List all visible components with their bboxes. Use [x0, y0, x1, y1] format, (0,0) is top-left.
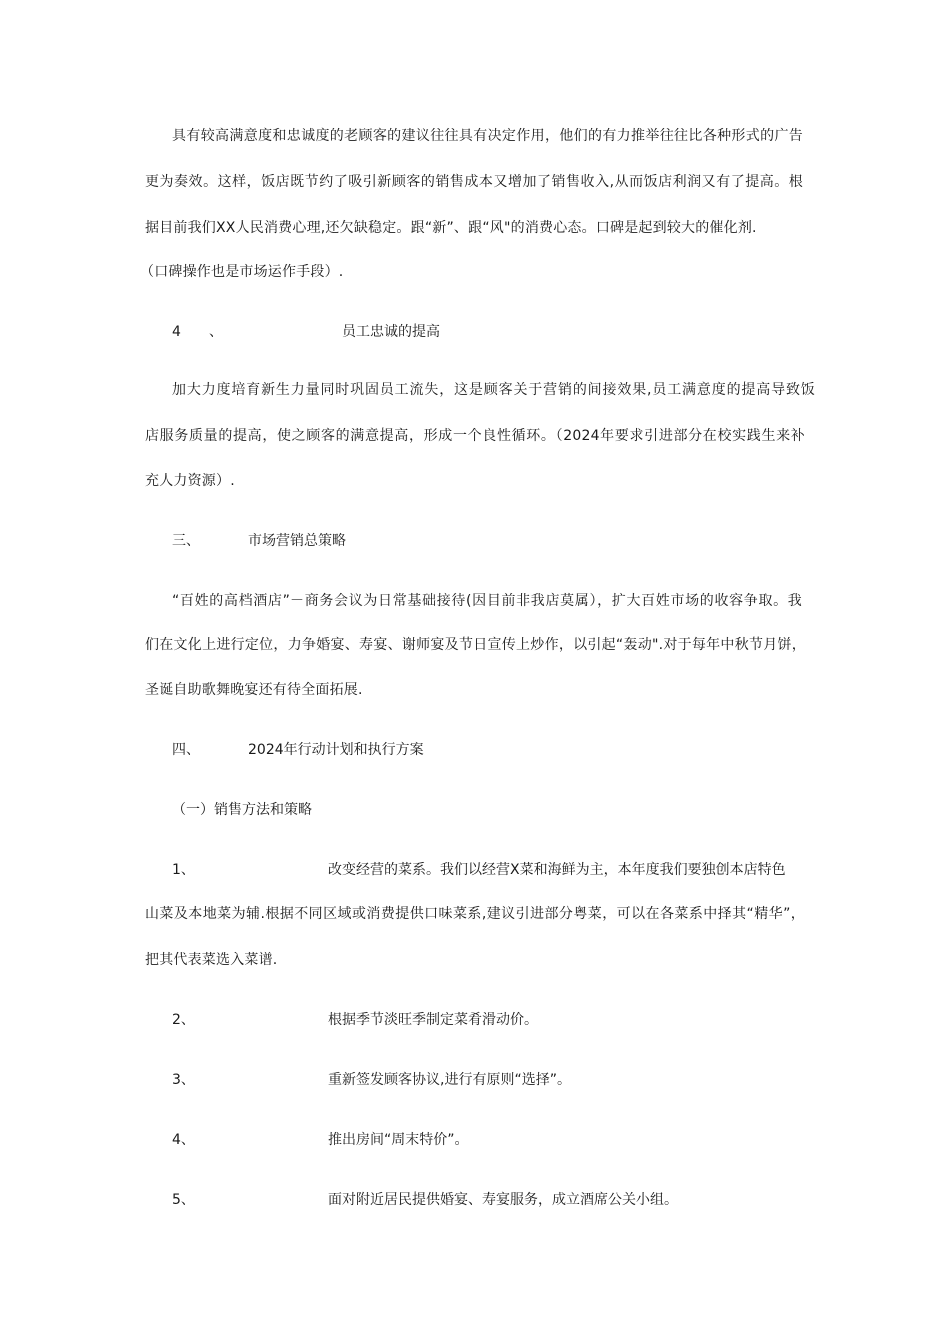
list-item-number: 5、 — [172, 1192, 195, 1208]
paragraph-line: “百姓的高档酒店”－商务会议为日常基础接待(因目前非我店莫属），扩大百姓市场的收容争取。我 — [172, 593, 802, 609]
paragraph-line: 店服务质量的提高，使之顾客的满意提高，形成一个良性循环。（2024年要求引进部分在校实践生来补 — [145, 428, 805, 444]
list-item-number: 1、 — [172, 862, 195, 878]
list-item-number: 4、 — [172, 1132, 195, 1148]
list-item-text: 改变经营的菜系。我们以经营X菜和海鲜为主，本年度我们要独创本店特色 — [328, 862, 786, 878]
list-item-text: 推出房间“周末特价”。 — [328, 1132, 469, 1148]
list-item-text: 面对附近居民提供婚宴、寿宴服务，成立酒席公关小组。 — [328, 1192, 678, 1208]
section-title: 市场营销总策略 — [248, 533, 346, 549]
paragraph-line: 加大力度培育新生力量同时巩固员工流失，这是顾客关于营销的间接效果,员工满意度的提高导致饭 — [172, 382, 815, 398]
list-item-text: 根据季节淡旺季制定菜肴滑动价。 — [328, 1012, 538, 1028]
section-number: 三、 — [172, 533, 200, 549]
list-item-text: 把其代表菜选入菜谱. — [145, 952, 278, 968]
list-item-number: 3、 — [172, 1072, 195, 1088]
list-item-number: 2、 — [172, 1012, 195, 1028]
heading-title: 员工忠诚的提高 — [342, 324, 440, 340]
heading-separator: 、 — [209, 324, 223, 340]
section-number: 四、 — [172, 742, 200, 758]
paragraph-line: 圣诞自助歌舞晚宴还有待全面拓展. — [145, 682, 363, 698]
paragraph-line: 据目前我们XX人民消费心理,还欠缺稳定。跟“新”、跟“风"的消费心态。口碑是起到较大的催化剂. — [145, 220, 757, 236]
paragraph-line: （口碑操作也是市场运作手段）. — [140, 264, 344, 280]
list-item-text: 重新签发顾客协议,进行有原则“选择”。 — [328, 1072, 571, 1088]
paragraph-line: 们在文化上进行定位，力争婚宴、寿宴、谢师宴及节日宣传上炒作，以引起“轰动".对于每年中秋节月饼， — [145, 637, 806, 653]
paragraph-line: 充人力资源）. — [145, 473, 235, 489]
section-title: 2024年行动计划和执行方案 — [248, 742, 424, 758]
list-item-text: 山菜及本地菜为辅.根据不同区域或消费提供口味菜系,建议引进部分粤菜，可以在各菜系中择其“精华”， — [145, 906, 805, 922]
subsection-title: （一）销售方法和策略 — [172, 802, 312, 818]
heading-number: 4 — [172, 324, 181, 340]
paragraph-line: 具有较高满意度和忠诚度的老顾客的建议往往具有决定作用，他们的有力推举往往比各种形式的广告 — [172, 128, 803, 144]
paragraph-line: 更为奏效。这样，饭店既节约了吸引新顾客的销售成本又增加了销售收入,从而饭店利润又有了提高。根 — [145, 174, 803, 190]
